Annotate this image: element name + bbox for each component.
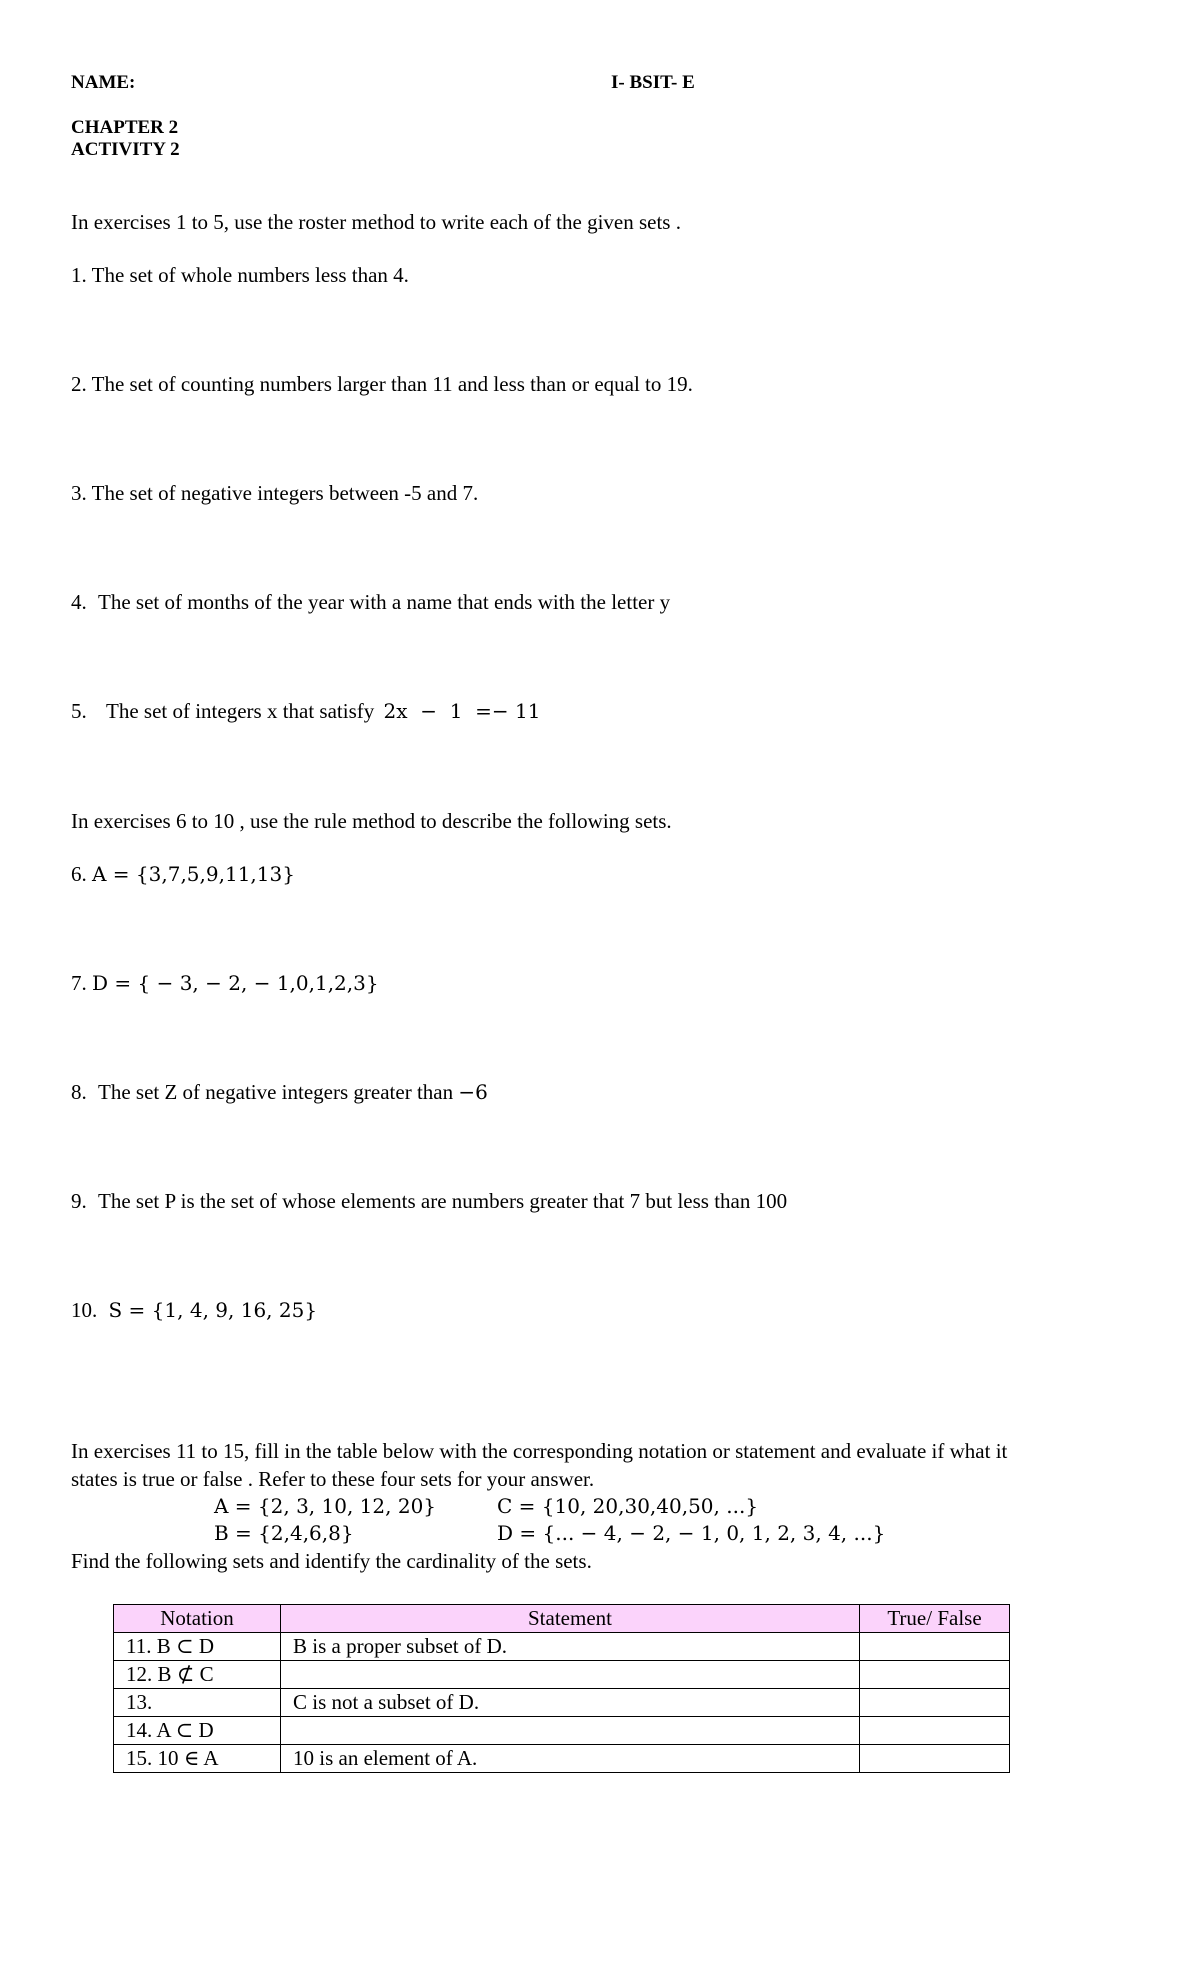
statement-cell: C is not a subset of D. [281,1689,860,1717]
activity-title: ACTIVITY 2 [71,139,180,160]
exercise-number: 2. [71,372,87,396]
chapter-title: CHAPTER 2 [71,117,179,138]
true-false-cell[interactable] [860,1689,1010,1717]
name-label: NAME: [71,72,136,93]
column-header-notation: Notation [114,1605,281,1633]
exercise-10 [71,1298,317,1323]
exercise-9 [71,1189,787,1214]
set-expression: A = {3,7,5,9,11,13} [92,862,295,886]
exercise-number: 7. [71,971,87,995]
exercise-number: 1. [71,263,87,287]
true-false-cell[interactable] [860,1661,1010,1689]
exercise-text: The set of whole numbers less than 4. [91,263,409,287]
notation-cell: 15. 10 ∈ A [114,1745,281,1773]
exercise-2 [71,372,693,397]
table-row [114,1717,1010,1745]
true-false-cell[interactable] [860,1633,1010,1661]
exercise-text: The set Z of negative integers greater than [98,1080,454,1104]
set-a-definition: A = {2, 3, 10, 12, 20} [214,1494,437,1518]
set-d-definition: D = {... − 4, − 2, − 1, 0, 1, 2, 3, 4, ...} [497,1521,886,1545]
set-b-definition: B = {2,4,6,8} [214,1521,354,1545]
exercise-text: The set of counting numbers larger than 11 and less than or equal to 19. [91,372,693,396]
column-header-statement: Statement [281,1605,860,1633]
true-false-cell[interactable] [860,1745,1010,1773]
table-instruction-line2: states is true or false . Refer to these four sets for your answer. [71,1467,595,1491]
table-instruction-line1: In exercises 11 to 15, fill in the table below with the corresponding notation or statement and evaluate if what it [71,1439,1008,1463]
notation-cell[interactable]: 13. [114,1689,281,1717]
table-header-row [114,1605,1010,1633]
exercise-number: 3. [71,481,87,505]
set-expression: D = { − 3, − 2, − 1,0,1,2,3} [92,971,379,995]
table-row [114,1689,1010,1717]
find-instruction: Find the following sets and identify the cardinality of the sets. [71,1549,592,1573]
true-false-cell[interactable] [860,1717,1010,1745]
exercise-7 [71,971,379,996]
exercise-1 [71,263,409,288]
exercise-text: The set of integers x that satisfy [106,699,375,723]
notation-cell: 14. A ⊂ D [114,1717,281,1745]
statement-cell[interactable] [281,1717,860,1745]
table-row [114,1661,1010,1689]
math-value: −6 [458,1080,488,1104]
answer-table [113,1604,1010,1773]
table-row [114,1633,1010,1661]
column-header-true-false: True/ False [860,1605,1010,1633]
statement-cell: 10 is an element of A. [281,1745,860,1773]
exercise-number: 9. [71,1189,87,1213]
exercise-number: 8. [71,1080,87,1104]
exercise-6 [71,862,295,887]
rule-instruction: In exercises 6 to 10 , use the rule method to describe the following sets. [71,809,672,833]
roster-instruction: In exercises 1 to 5, use the roster method to write each of the given sets . [71,210,681,234]
statement-cell: B is a proper subset of D. [281,1633,860,1661]
statement-cell[interactable] [281,1661,860,1689]
exercise-8 [71,1080,488,1105]
exercise-number: 10. [71,1298,98,1322]
exercise-5 [71,699,540,724]
notation-cell: 12. B ⊄ C [114,1661,281,1689]
exercise-number: 6. [71,862,87,886]
exercise-number: 5. [71,699,87,723]
set-expression: S = {1, 4, 9, 16, 25} [108,1298,318,1322]
exercise-text: The set of negative integers between -5 and 7. [91,481,479,505]
exercise-3 [71,481,478,506]
table-row [114,1745,1010,1773]
exercise-text: The set of months of the year with a name that ends with the letter y [98,590,671,614]
section-label: I- BSIT- E [611,72,695,93]
exercise-text: The set P is the set of whose elements are numbers greater that 7 but less than 100 [98,1189,788,1213]
exercise-4 [71,590,670,615]
exercise-number: 4. [71,590,87,614]
notation-cell: 11. B ⊂ D [114,1633,281,1661]
equation: 2x − 1 =− 11 [383,699,541,723]
set-c-definition: C = {10, 20,30,40,50, ...} [497,1494,759,1518]
